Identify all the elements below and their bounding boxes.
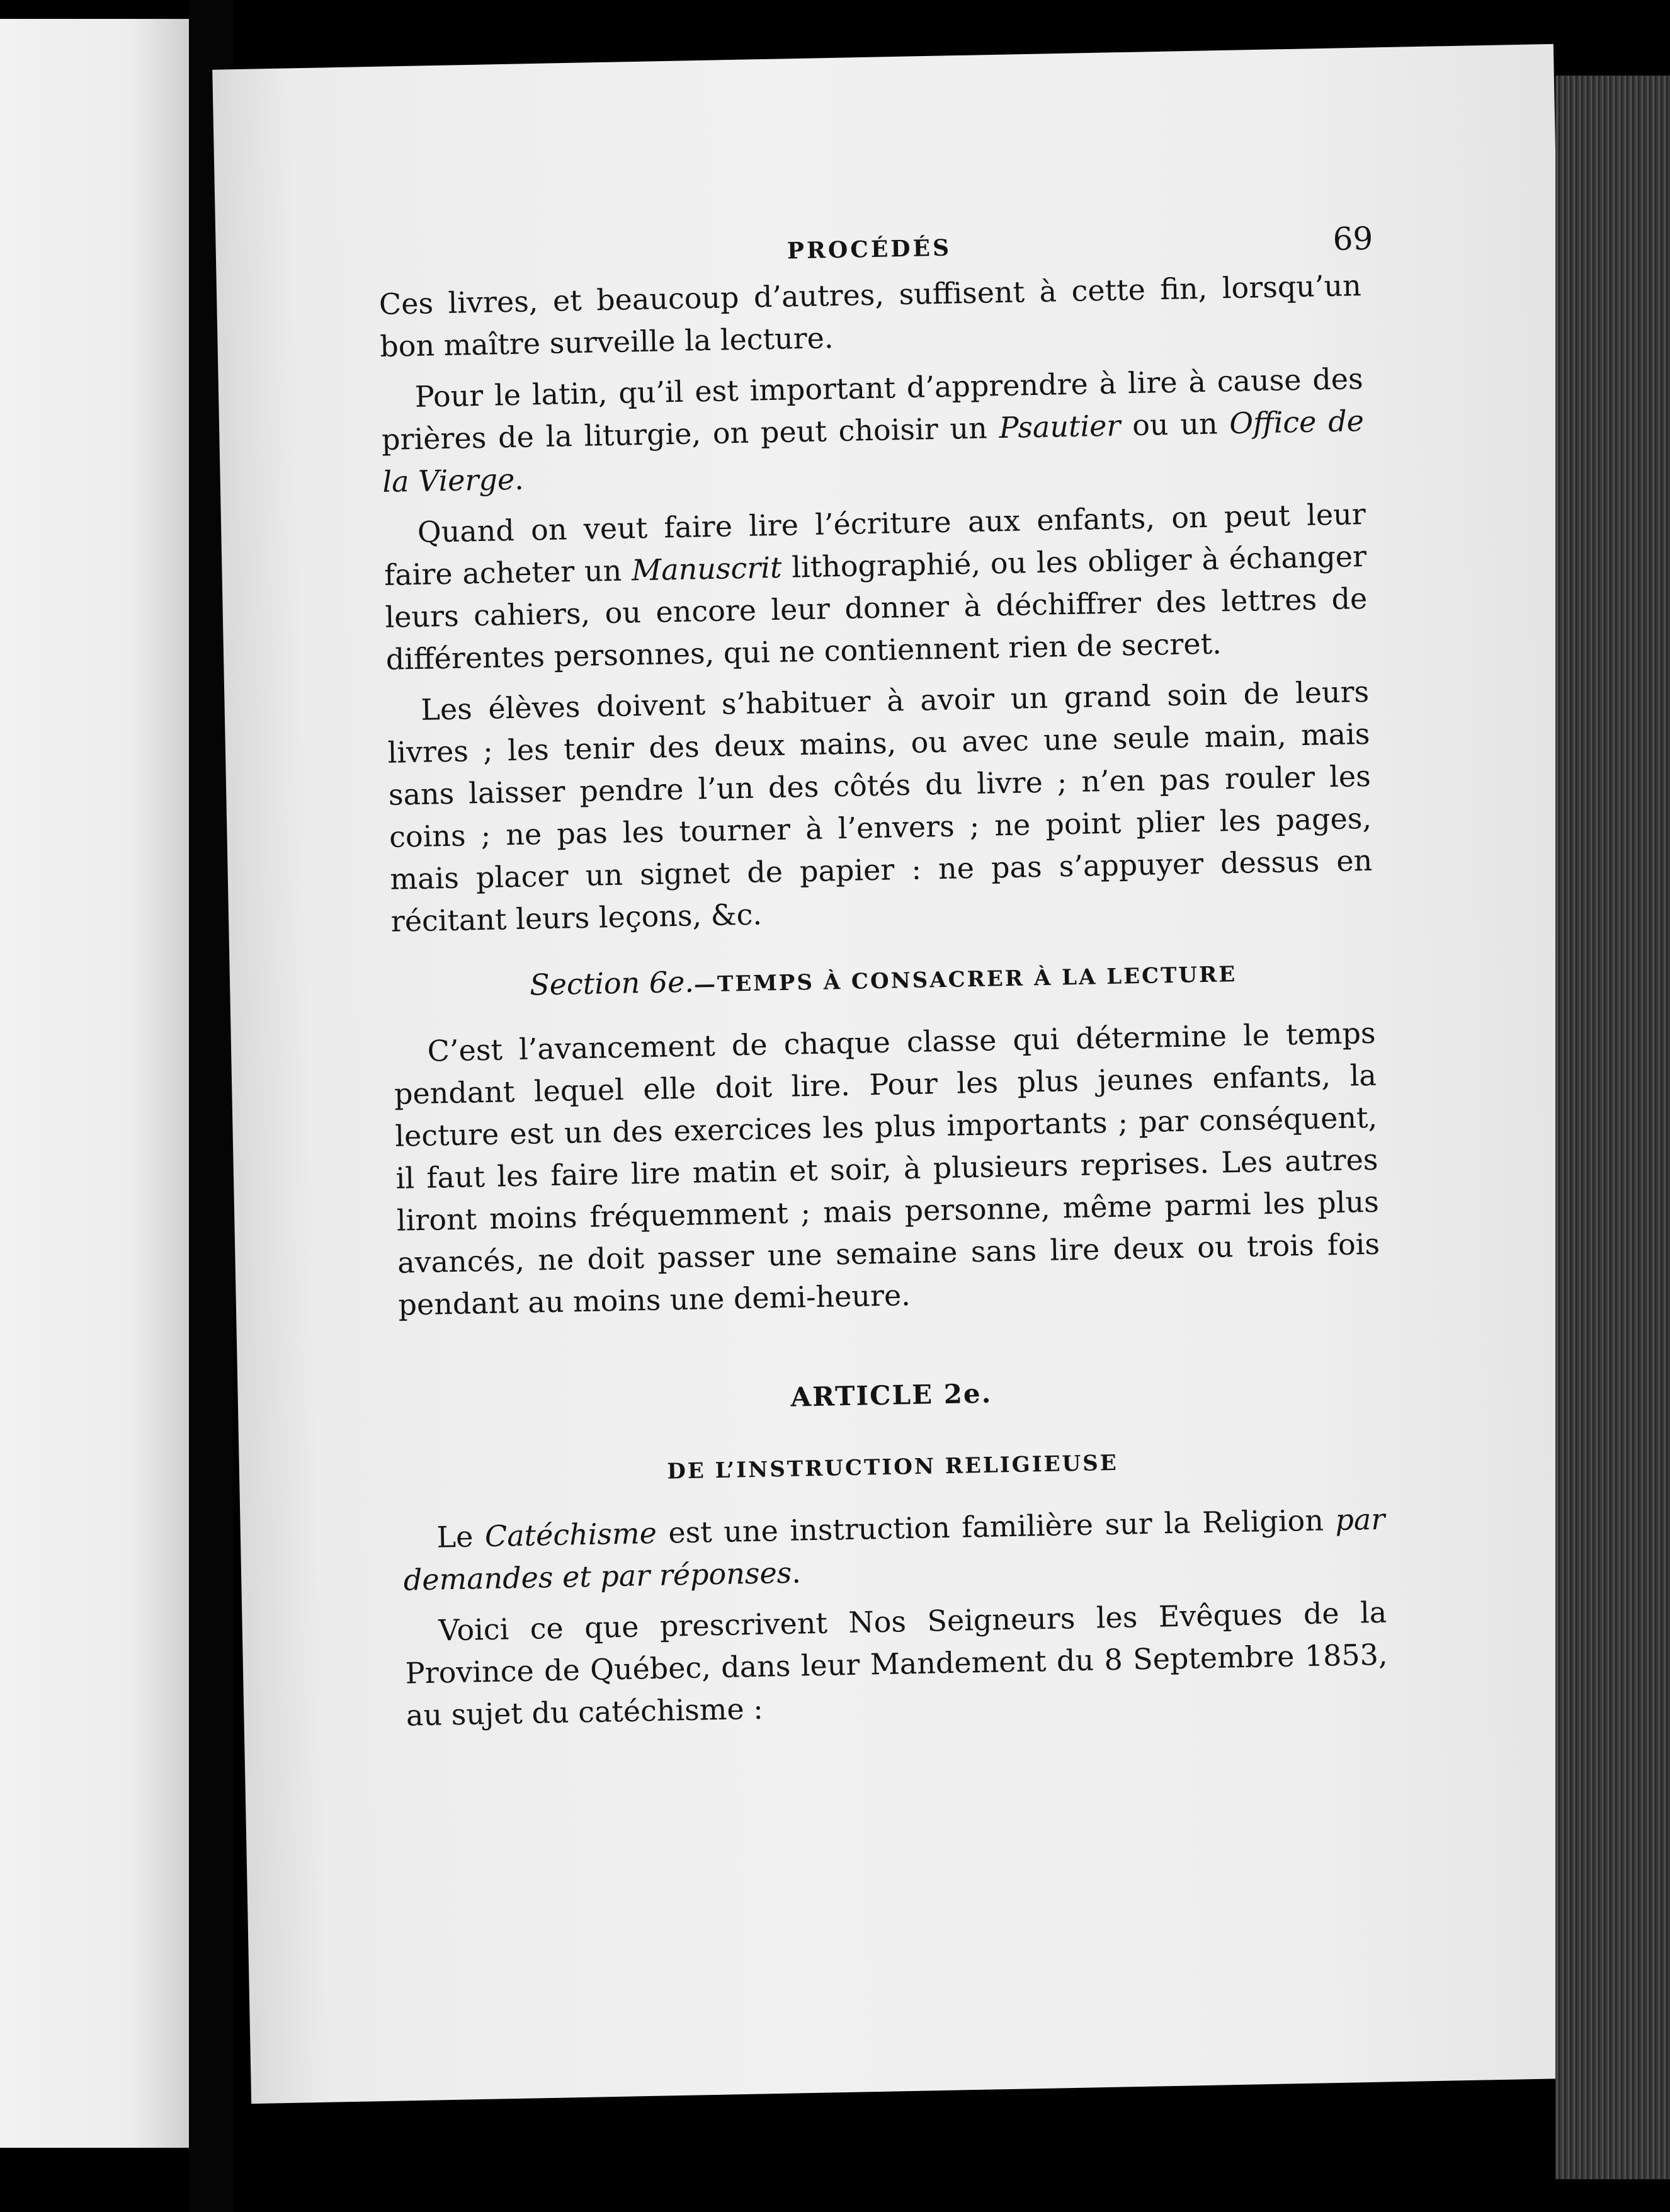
page-stack-edges [1555, 76, 1670, 2179]
paragraph-ecriture-text-2: lithographié, ou les obliger à échanger leurs cahiers, ou encore leur donner à déchiffrer des lettres de différentes personnes, qui ne contiennent rien de secret. [385, 539, 1368, 676]
paragraph-catechisme-text-2: est une instruction familière sur la Religion [656, 1503, 1336, 1550]
paragraph-ecriture [383, 493, 1368, 681]
paragraph-latin-psautier: Psautier [999, 408, 1121, 445]
section-label: Section 6e. [529, 964, 695, 1002]
running-title: PROCÉDÉS [787, 234, 952, 265]
paragraph-latin [380, 358, 1365, 503]
article-title: ARTICLE 2e. [790, 1377, 992, 1413]
page-number: 69 [1332, 220, 1373, 258]
paragraph-latin-text-2: ou un [1120, 406, 1230, 443]
paragraph-ecriture-manuscrit: Manuscrit [631, 550, 782, 588]
paragraph-catechisme-method: par demandes et par réponses [403, 1502, 1385, 1597]
paragraph-latin-office: Office de la Vierge [382, 403, 1365, 499]
paragraph-mandement: Voici ce que prescrivent Nos Seigneurs les Evêques de la Province de Québec, dans leur Mandement du 8 Septembre 1853, au sujet du catéchisme : [405, 1595, 1388, 1733]
paragraph-latin-text: Pour le latin, qu’il est important d’apprendre à lire à cause des prières de la liturgie, on peut choisir un [381, 362, 1364, 457]
paragraph-catechisme-text: Le [436, 1519, 486, 1554]
paragraph-catechisme [402, 1498, 1386, 1602]
page-content [378, 220, 1389, 1746]
paragraph-ecriture-text: Quand on veut faire lire l’écriture aux enfants, on peut leur faire acheter un [383, 496, 1366, 592]
paragraph-temps: C’est l’avancement de chaque classe qui détermine le temps pendant lequel elle doit lire. Pour les plus jeunes enfants, la lecture est un des exercices les plus importants ; par conséquent, il faut les faire lire matin et soir, à plusieurs reprises. Les autres liront moins fréquemment ; mais personne, même parmi les plus avancés, ne doit passer une semaine sans lire deux ou trois fois pendant au moins une demi-heure. [394, 1015, 1380, 1322]
section-title: —TEMPS À CONSACRER À LA LECTURE [693, 962, 1237, 998]
paragraph-livres-fin: Ces livres, et beaucoup d’autres, suffisent à cette fin, lorsqu’un bon maître surveille la lecture. [378, 268, 1362, 363]
paragraph-latin-end: . [514, 462, 525, 496]
facing-page-edge [0, 19, 189, 2148]
paragraph-catechisme-end: . [791, 1555, 802, 1590]
paragraph-catechisme-term: Catéchisme [484, 1515, 657, 1554]
article-subtitle: DE L’INSTRUCTION RELIGIEUSE [667, 1450, 1119, 1485]
paragraph-soin-livres: Les élèves doivent s’habituer à avoir un grand soin de leurs livres ; les tenir des deux mains, ou avec une seule main, mais sans laisser pendre l’un des côtés du livre ; n’en pas rouler les coins ; ne pas les tourner à l’envers ; ne point plier les pages, mais placer un signet de papier : ne pas s’appuyer dessus en récitant leurs leçons, &c. [387, 674, 1373, 938]
section-heading [392, 952, 1375, 1005]
